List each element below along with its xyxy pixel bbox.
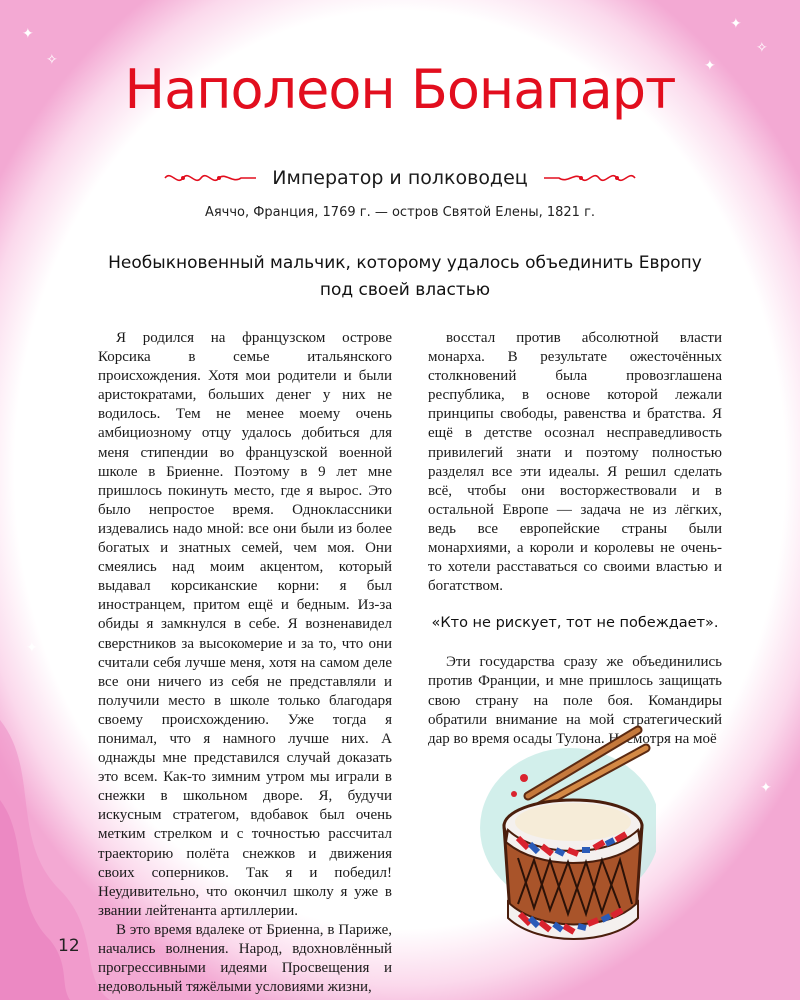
left-column (98, 329, 392, 997)
sparkle-icon: ✦ (730, 16, 742, 32)
sparkle-icon: ✦ (26, 640, 38, 656)
sparkle-icon: ✦ (704, 58, 716, 74)
page-title: Наполеон Бонапарт (124, 58, 676, 121)
page-number: 12 (58, 936, 80, 956)
subtitle: Император и полководец (272, 167, 528, 189)
pull-quote: «Кто не рискует, тот не побеждает». (431, 615, 719, 632)
life-dates: Аяччо, Франция, 1769 г. — остров Святой Елены, 1821 г. (204, 205, 596, 220)
paragraph: Я родился на французском острове Корсика в семье итальянского происхождения. Хотя мои родители и были аристократами, больших денег у них не водилось. Тем не менее моему очень амбициозному отцу удалось добиться для меня стипендии во французской военной школе в Бриенне. Поэтому в 9 лет мне пришлось покинуть место, где я вырос. Это было непростое время. Одноклассники издевались надо мной: все они были из более богатых и знатных семей, чем моя. Они смеялись над моим акцентом, который выдавал корсиканские корни: я был иностранцем, притом ещё и бедным. Из-за обиды я замкнулся в себе. Я возненавидел сверстников за высокомерие и за то, что они считали себя лучше меня, хотя на самом деле все они ничего из себя не представляли и получили место в школе только благодаря своему происхождению. Уже тогда я понимал, что я намного лучше них. А однажды мне представился случай доказать это всем. Как-то зимним утром мы играли в снежки в школьном дворе. Я, будучи искусным стратегом, вдобавок был очень метким стрелком и с точностью рассчитал траекторию полёта снежков и движения своих соперников. Так я и победил! Неудивительно, что окончил школу я уже в звании лейтенанта артиллерии. (98, 330, 392, 919)
paragraph: Эти государства сразу же объединились против Франции, и мне пришлось защищать свою страну на поле боя. Командиры обратили внимание на мой стратегический дар во время осады Тулона. Несмотря на моё (428, 654, 722, 747)
sparkle-icon: ✧ (760, 520, 772, 536)
right-column (428, 329, 722, 749)
sparkle-icon: ✧ (756, 40, 768, 56)
sparkle-icon: ✧ (46, 52, 58, 68)
subtitle-row (0, 160, 800, 196)
sparkle-icon: ✦ (760, 780, 772, 796)
paragraph: В это время вдалеке от Бриенна, в Париже, начались волнения. Народ, вдохновлённый прогрессивными идеями Просвещения и недовольный тяжёлыми условиями жизни, (98, 921, 392, 996)
sparkle-icon: ✦ (22, 26, 34, 42)
ornament-left-icon (163, 168, 258, 188)
ornament-right-icon (542, 168, 637, 188)
paragraph: восстал против абсолютной власти монарха. В результате ожесточённых столкновений была провозглашена республика, в основе которой лежали принципы свободы, равенства и братства. Я ещё в детстве осознал несправедливость привилегий знати и поэтому полностью разделял все эти идеалы. Я решил сделать всё, чтобы они восторжествовали и в остальной Европе — задача не из лёгких, ведь все европейские страны были монархиями, а короли и королевы не очень-то хотели расставаться со своими властью и богатством. (428, 330, 722, 595)
drum-illustration (478, 718, 656, 948)
lead-heading: Необыкновенный мальчик, которому удалось объединить Европу под своей властью (108, 253, 702, 300)
